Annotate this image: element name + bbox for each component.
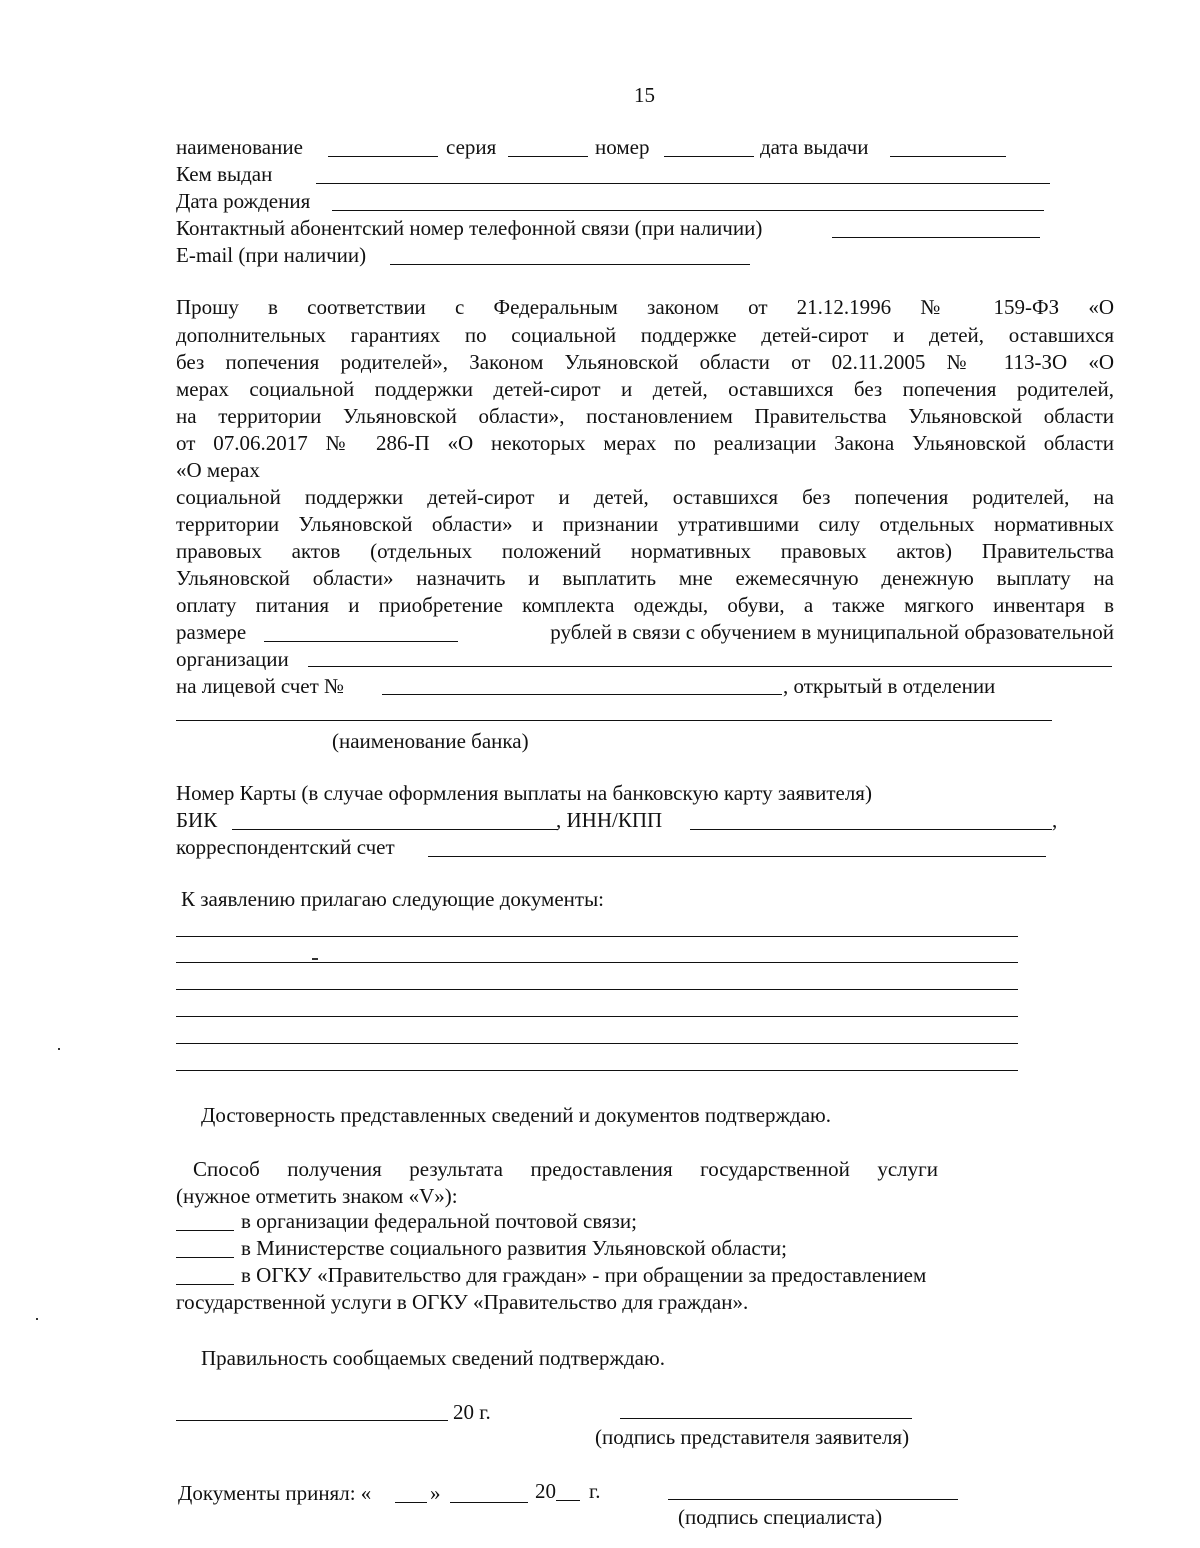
inn-label: , ИНН/КПП (556, 808, 663, 832)
option-continuation: государственной услуги в ОГКУ «Правительство для граждан». (176, 1290, 749, 1314)
phone-field[interactable] (832, 237, 1040, 238)
confirm-info: Правильность сообщаемых сведений подтверждаю. (201, 1346, 665, 1370)
request-line-4: мерах социальной поддержки детей-сирот и детей, оставшихся без попечения родителей, (176, 377, 1114, 401)
bik-label: БИК (176, 808, 218, 832)
page-number: 15 (634, 83, 655, 107)
issued-by-label: Кем выдан (176, 162, 273, 186)
bank-field[interactable] (176, 720, 1052, 721)
applicant-signature-field[interactable] (620, 1418, 912, 1419)
request-line-8: социальной поддержки детей-сирот и детей, оставшихся без попечения родителей, на (176, 485, 1114, 509)
birth-date-label: Дата рождения (176, 189, 311, 213)
corr-field[interactable] (428, 856, 1046, 857)
issued-by-field[interactable] (316, 183, 1050, 184)
name-field[interactable] (328, 156, 438, 157)
accepted-year-prefix: 20 (535, 1479, 556, 1503)
scan-speck (36, 1318, 38, 1320)
option-checkbox-2[interactable] (176, 1257, 234, 1258)
request-line-3: без попечения родителей», Законом Ульяновской области от 02.11.2005 № 113-ЗО «О (176, 350, 1114, 374)
issue-date-label: дата выдачи (760, 135, 869, 159)
attachment-line-5[interactable] (176, 1043, 1018, 1044)
request-line-12: оплату питания и приобретение комплекта одежды, обуви, а также мягкого инвентаря в (176, 593, 1114, 617)
method-title: Способ получения результата предоставления государственной услуги (193, 1157, 938, 1181)
inn-suffix: , (1052, 808, 1058, 832)
birth-date-field[interactable] (332, 210, 1044, 211)
option-label-2: в Министерстве социального развития Ульяновской области; (241, 1236, 787, 1260)
year-label: 20 г. (453, 1400, 491, 1424)
accepted-label: Документы принял: « (178, 1481, 372, 1505)
request-line-6: от 07.06.2017 № 286-П «О некоторых мерах по реализации Закона Ульяновской области (176, 431, 1114, 455)
request-line-2: дополнительных гарантиях по социальной поддержке детей-сирот и детей, оставшихся (176, 323, 1114, 347)
account-suffix: , открытый в отделении (783, 674, 996, 698)
attachment-line-1[interactable] (176, 936, 1018, 937)
attachment-line-3[interactable] (176, 989, 1018, 990)
request-line-5: на территории Ульяновской области», постановлением Правительства Ульяновской области (176, 404, 1114, 428)
card-label: Номер Карты (в случае оформления выплаты на банковскую карту заявителя) (176, 781, 872, 805)
scan-speck (58, 1048, 60, 1050)
account-field[interactable] (382, 694, 782, 695)
number-label: номер (595, 135, 650, 159)
option-checkbox-1[interactable] (176, 1230, 234, 1231)
date-field[interactable] (176, 1420, 448, 1421)
org-label: организации (176, 647, 289, 671)
name-label: наименование (176, 135, 303, 159)
accepted-day-field[interactable] (395, 1502, 427, 1503)
corr-label: корреспондентский счет (176, 835, 395, 859)
series-label: серия (446, 135, 497, 159)
bank-caption: (наименование банка) (332, 729, 529, 753)
bik-field[interactable] (232, 829, 558, 830)
applicant-caption: (подпись представителя заявителя) (595, 1425, 910, 1449)
amount-prefix: размере (176, 620, 247, 644)
option-checkbox-3[interactable] (176, 1284, 234, 1285)
amount-field[interactable] (264, 641, 458, 642)
accepted-quote-close: » (430, 1481, 441, 1505)
request-line-10: правовых актов (отдельных положений нормативных правовых актов) Правительства (176, 539, 1114, 563)
request-line-7: «О мерах (176, 458, 260, 482)
amount-suffix: рублей в связи с обучением в муниципальной образовательной (550, 620, 1114, 644)
request-line-9: территории Ульяновской области» и признании утратившими силу отдельных нормативных (176, 512, 1114, 536)
attachment-line-2[interactable] (176, 962, 1018, 963)
issue-date-field[interactable] (890, 156, 1006, 157)
specialist-signature-field[interactable] (668, 1499, 958, 1500)
accepted-year-field[interactable] (556, 1500, 580, 1501)
attachments-label: К заявлению прилагаю следующие документы: (181, 887, 605, 911)
number-field[interactable] (664, 156, 754, 157)
attachment-line-6[interactable] (176, 1070, 1018, 1071)
option-label-3: в ОГКУ «Правительство для граждан» - при обращении за предоставлением (241, 1263, 927, 1287)
series-field[interactable] (508, 156, 588, 157)
option-label-1: в организации федеральной почтовой связи; (241, 1209, 638, 1233)
inn-field[interactable] (690, 829, 1052, 830)
accepted-month-field[interactable] (450, 1502, 528, 1503)
account-label: на лицевой счет № (176, 674, 345, 698)
accepted-year-suffix: г. (589, 1479, 601, 1503)
method-hint: (нужное отметить знаком «V»): (176, 1184, 458, 1208)
request-line-11: Ульяновской области» назначить и выплатить мне ежемесячную денежную выплату на (176, 566, 1114, 590)
request-line-1: Прошу в соответствии с Федеральным законом от 21.12.1996 № 159-ФЗ «О (176, 295, 1114, 319)
confirm-docs: Достоверность представленных сведений и документов подтверждаю. (201, 1103, 831, 1127)
email-label: E-mail (при наличии) (176, 243, 367, 267)
email-field[interactable] (390, 264, 750, 265)
attachment-line-4[interactable] (176, 1016, 1018, 1017)
scan-speck (312, 958, 318, 960)
phone-label: Контактный абонентский номер телефонной связи (при наличии) (176, 216, 763, 240)
specialist-caption: (подпись специалиста) (678, 1505, 883, 1529)
org-field[interactable] (308, 666, 1112, 667)
